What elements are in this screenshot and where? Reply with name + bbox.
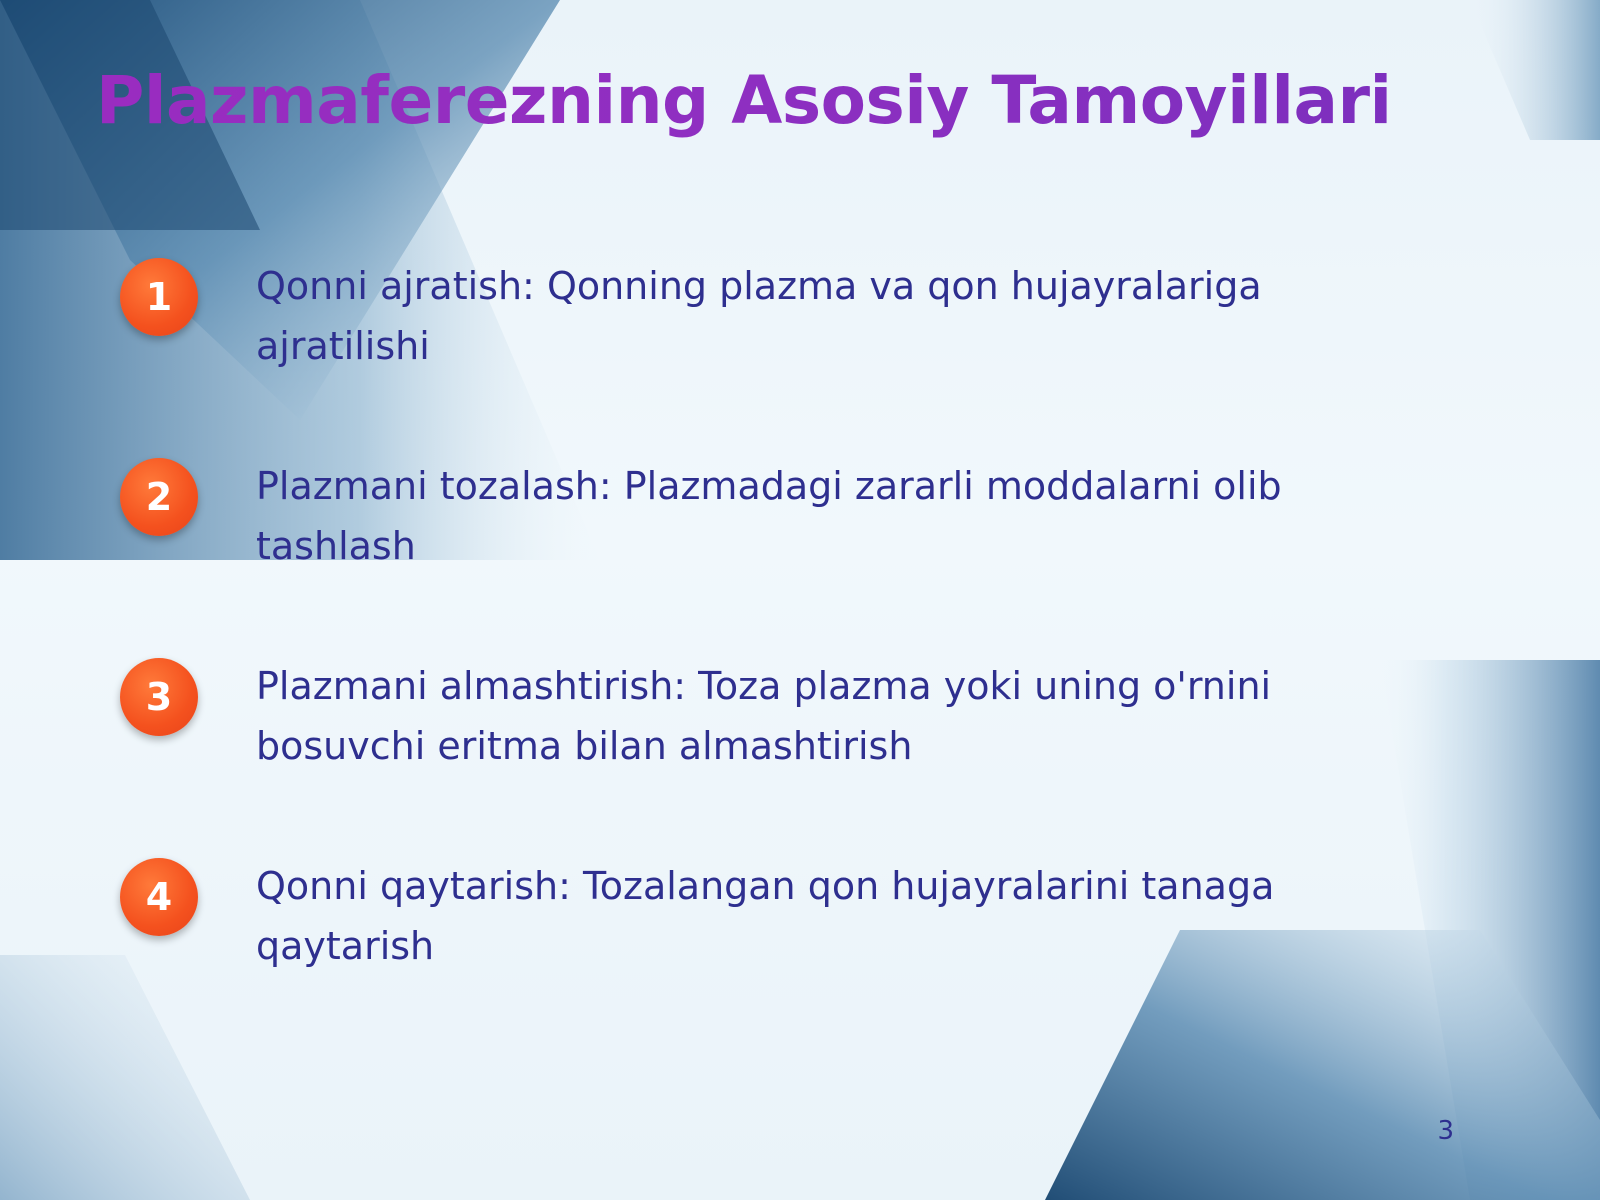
item-text: Plazmani tozalash: Plazmadagi zararli moddalarni olib tashlash: [256, 464, 1282, 568]
number-badge: 2: [120, 458, 198, 536]
slide-title: Plazmaferezning Asosiy Tamoyillari: [96, 56, 1392, 146]
item-text: Qonni qaytarish: Tozalangan qon hujayralarini tanaga qaytarish: [256, 864, 1275, 968]
item-text: Qonni ajratish: Qonning plazma va qon hujayralariga ajratilishi: [256, 264, 1262, 368]
number-badge: 1: [120, 258, 198, 336]
item-text: Plazmani almashtirish: Toza plazma yoki uning o'rnini bosuvchi eritma bilan almashtirish: [256, 664, 1272, 768]
page-number: 3: [1437, 1116, 1454, 1146]
number-badge: 3: [120, 658, 198, 736]
number-badge: 4: [120, 858, 198, 936]
